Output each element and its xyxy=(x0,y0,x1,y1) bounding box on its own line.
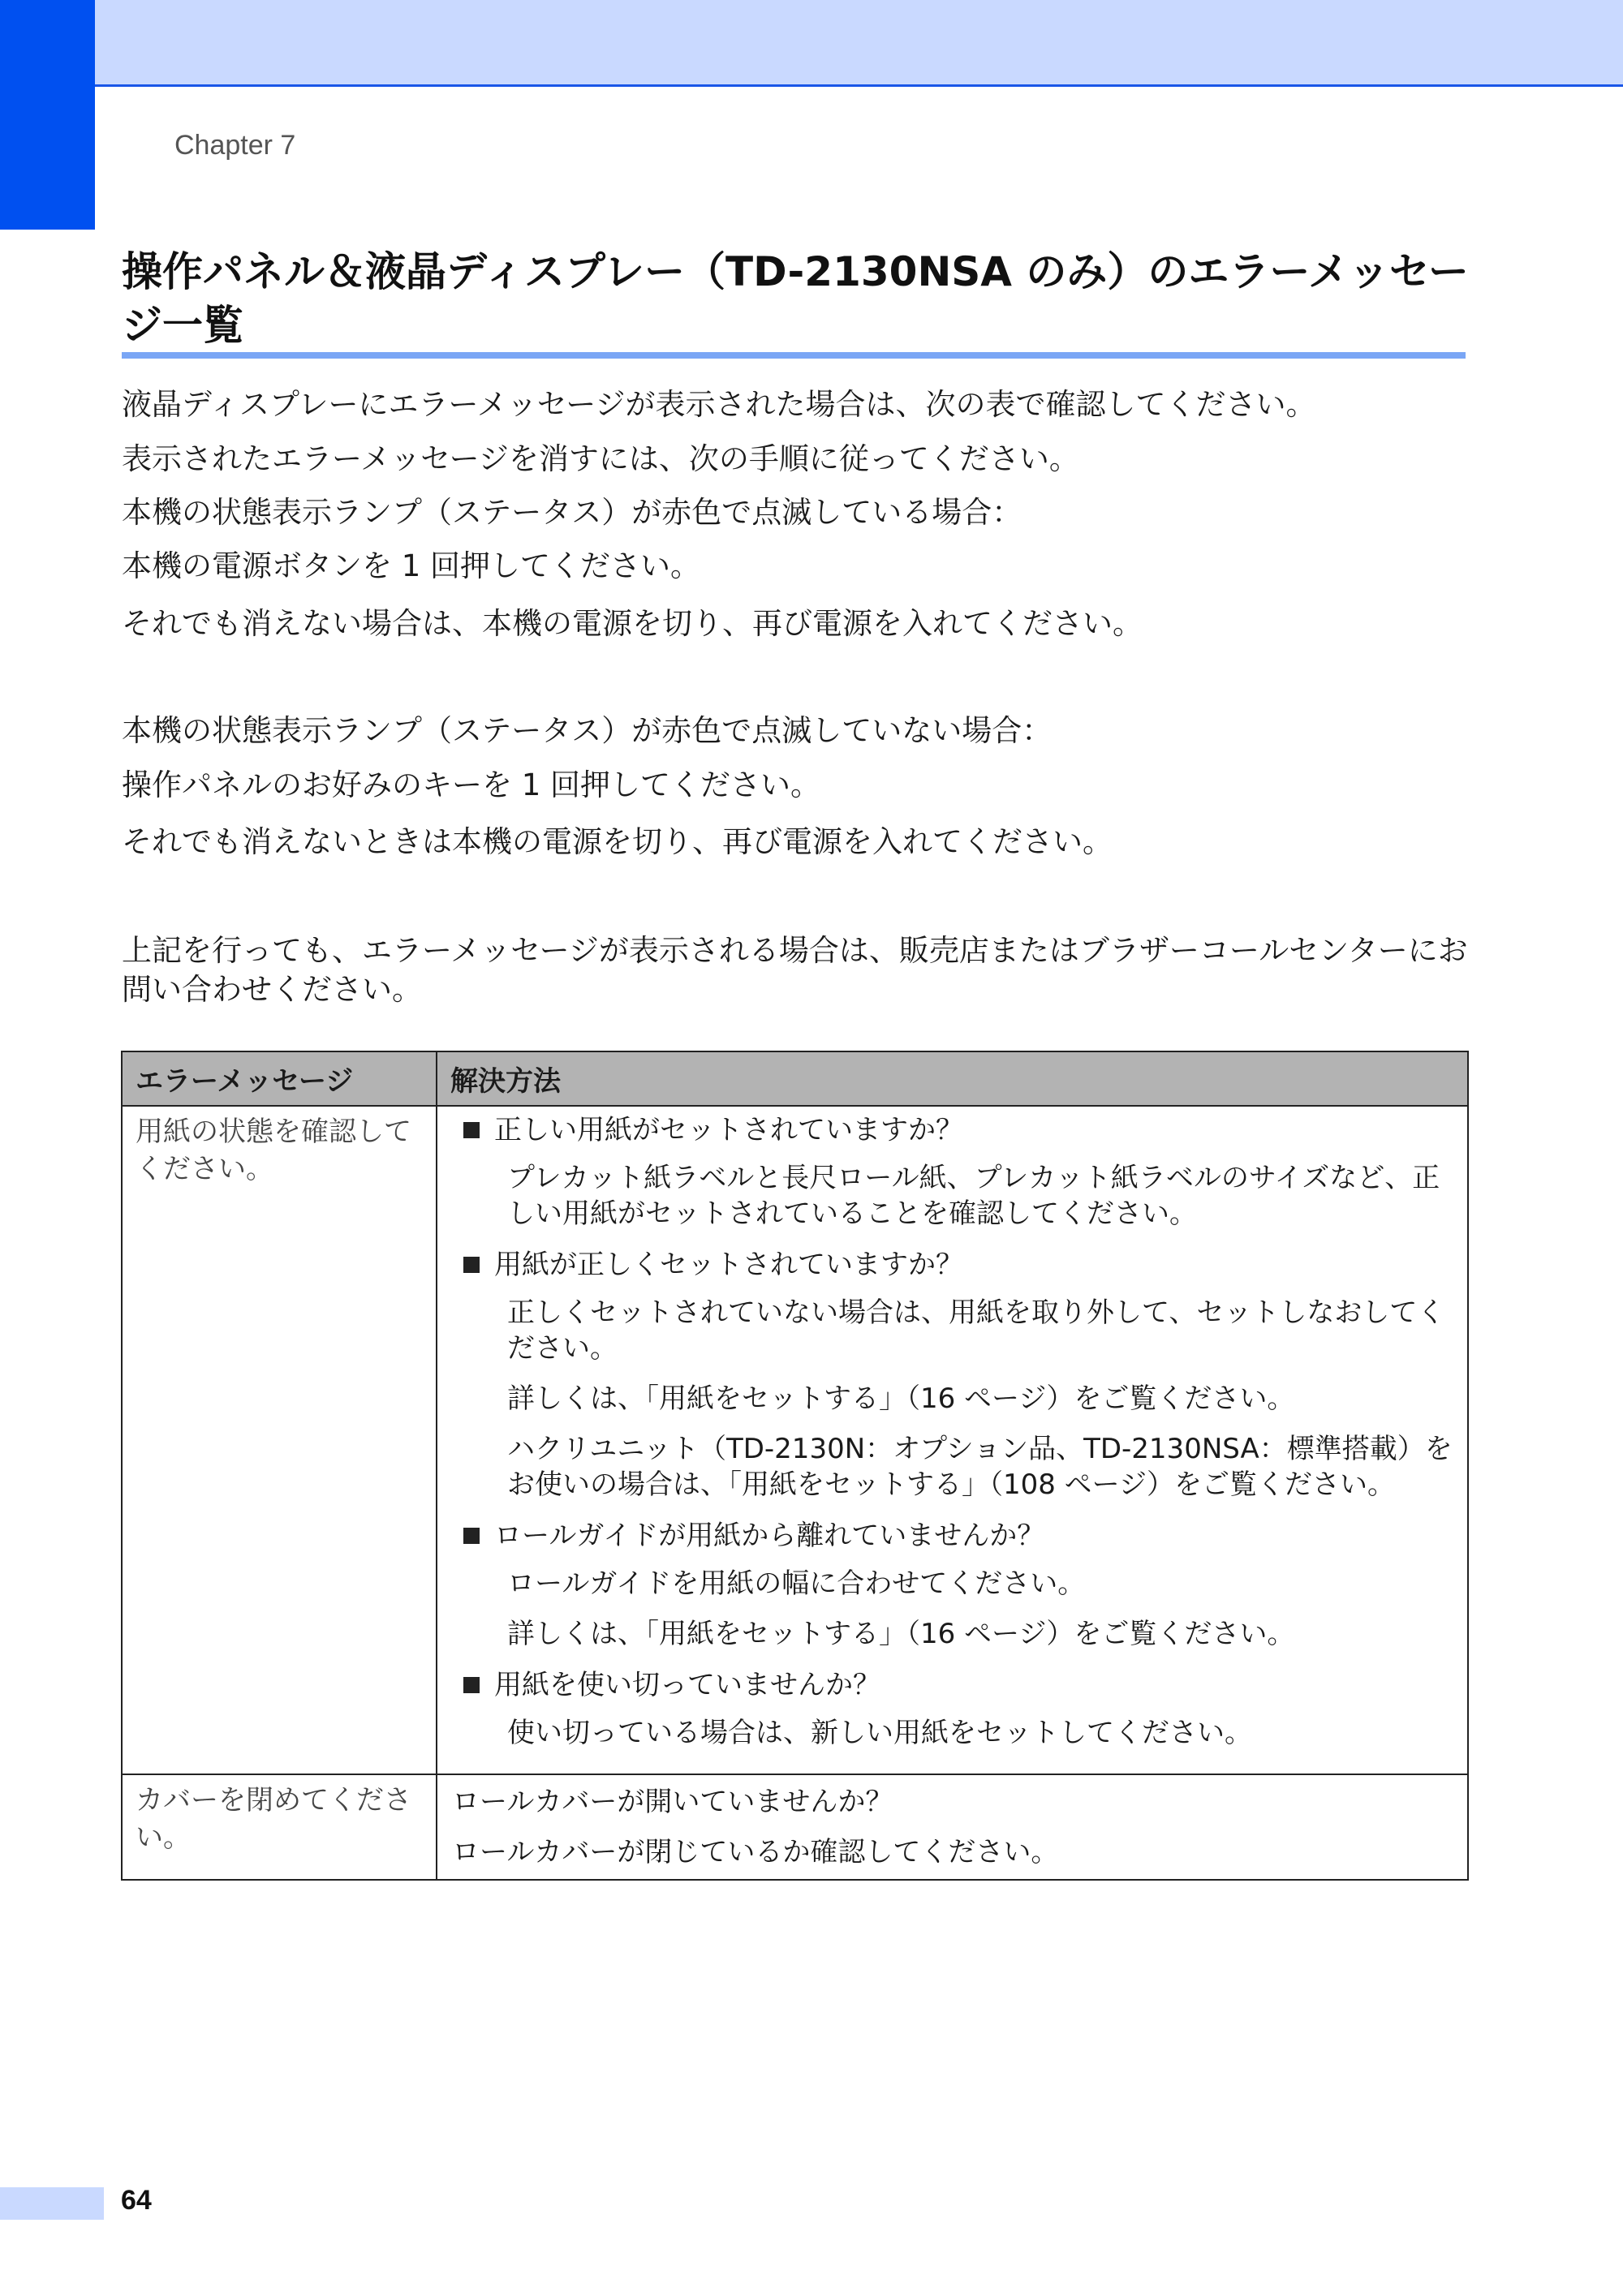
table-row xyxy=(122,1774,1468,1880)
answer-text: ロールガイドを用紙の幅に合わせてください。 xyxy=(507,1567,1086,1600)
answer-text: 詳しくは、「用紙をセットする」（16 ページ）をご覧ください。 xyxy=(507,1618,1295,1650)
answer-text: ハクリユニット（TD-2130N：オプション品、TD-2130NSA：標準搭載）をお使いの場合は、「用紙をセットする」（108 ページ）をご覧ください。 xyxy=(507,1433,1453,1501)
page-number: 64 xyxy=(121,2185,152,2216)
solution-cell xyxy=(437,1106,1468,1774)
intro-paragraph: それでも消えない場合は、本機の電源を切り、再び電源を入れてください。 xyxy=(122,606,1143,641)
intro-paragraph: 本機の状態表示ランプ（ステータス）が赤色で点滅していない場合： xyxy=(122,713,1053,748)
column-header-solution: 解決方法 xyxy=(437,1051,1468,1106)
checklist-question xyxy=(452,1517,1454,1554)
question-text: 用紙を使い切っていませんか？ xyxy=(494,1669,880,1701)
column-header-error-message: エラーメッセージ xyxy=(122,1051,437,1106)
chapter-tab-marker xyxy=(0,0,95,230)
intro-paragraph: 本機の電源ボタンを 1 回押してください。 xyxy=(122,548,701,583)
intro-paragraph: 表示されたエラーメッセージを消すには、次の手順に従ってください。 xyxy=(122,441,1079,476)
intro-paragraph: 操作パネルのお好みのキーを 1 回押してください。 xyxy=(122,767,821,802)
square-bullet-icon xyxy=(463,1677,480,1693)
header-band xyxy=(0,0,1623,87)
page-number-tab xyxy=(0,2187,104,2220)
error-message-cell: カバーを閉めてください。 xyxy=(122,1774,437,1880)
intro-paragraph: 上記を行っても、エラーメッセージが表示される場合は、販売店またはブラザーコールセンターにお問い合わせください。 xyxy=(122,933,1468,1007)
section-title: 操作パネル＆液晶ディスプレー（TD-2130NSA のみ）のエラーメッセージ一覧 xyxy=(122,248,1469,349)
chapter-label: Chapter 7 xyxy=(174,130,296,161)
answer-text: 使い切っている場合は、新しい用紙をセットしてください。 xyxy=(507,1717,1252,1749)
checklist-question xyxy=(452,1246,1454,1283)
solution-cell xyxy=(437,1774,1468,1880)
checklist-question xyxy=(452,1111,1454,1149)
question-text: ロールガイドが用紙から離れていませんか？ xyxy=(494,1520,1045,1552)
error-message-cell: 用紙の状態を確認してください。 xyxy=(122,1106,437,1774)
square-bullet-icon xyxy=(463,1257,480,1273)
table-header-row xyxy=(122,1051,1468,1106)
solution-text: ロールカバーが閉じているか確認してください。 xyxy=(452,1836,1059,1868)
answer-text: 詳しくは、「用紙をセットする」（16 ページ）をご覧ください。 xyxy=(507,1382,1295,1415)
intro-paragraph: 液晶ディスプレーにエラーメッセージが表示された場合は、次の表で確認してください。 xyxy=(122,387,1316,422)
question-text: 正しい用紙がセットされていますか？ xyxy=(494,1114,963,1146)
question-text: 用紙が正しくセットされていますか？ xyxy=(494,1249,963,1281)
solution-text: ロールカバーが開いていませんか？ xyxy=(452,1786,893,1818)
answer-text: プレカット紙ラベルと長尺ロール紙、プレカット紙ラベルのサイズなど、正しい用紙がセットされていることを確認してください。 xyxy=(507,1162,1440,1230)
intro-paragraph: 本機の状態表示ランプ（ステータス）が赤色で点滅している場合： xyxy=(122,495,1022,530)
table-row xyxy=(122,1106,1468,1774)
square-bullet-icon xyxy=(463,1122,480,1138)
intro-paragraph: それでも消えないときは本機の電源を切り、再び電源を入れてください。 xyxy=(122,824,1113,859)
title-underline xyxy=(122,352,1466,359)
checklist-question xyxy=(452,1666,1454,1704)
answer-text: 正しくセットされていない場合は、用紙を取り外して、セットしなおしてください。 xyxy=(507,1296,1445,1365)
error-message-table xyxy=(121,1051,1469,1881)
square-bullet-icon xyxy=(463,1528,480,1544)
